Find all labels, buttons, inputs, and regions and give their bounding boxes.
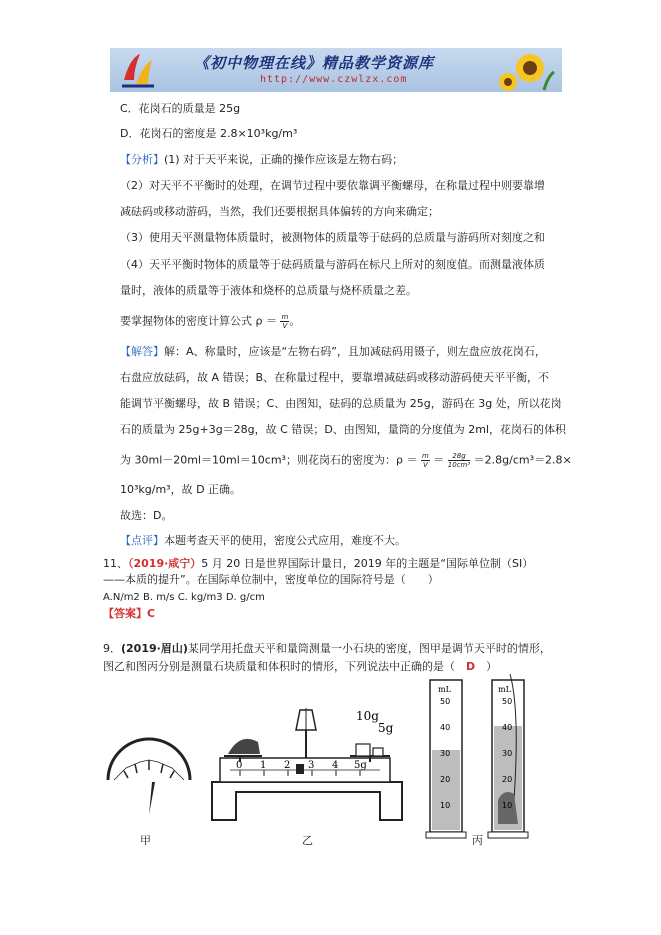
measuring-cylinder-left: [426, 680, 466, 838]
q9-text-1: 某同学用托盘天平和量筒测量一小石块的密度，图甲是调节天平时的情形，: [187, 642, 551, 655]
cylinder-right-tick-40: 40: [502, 723, 513, 732]
option-d: D．花岗石的密度是 2.8×10³kg/m³: [120, 127, 298, 140]
weight-label-5g: 5g: [378, 721, 394, 735]
comment-line: [120, 534, 406, 548]
q11-options: A.N/m2 B. m/s C. kg/m3 D. g/cm: [103, 592, 265, 603]
logo-icon: [118, 50, 158, 90]
comment-tag: 【点评】: [120, 534, 164, 547]
solution-text-5b: ＝: [429, 453, 448, 467]
density-fraction: [280, 313, 289, 330]
fraction-1-denominator: V: [422, 461, 428, 469]
q9-text-2: 图乙和图丙分别是测量石块质量和体积时的情形，下列说法中正确的是（: [103, 660, 466, 673]
solution-line-6: 10³kg/m³，故 D 正确。: [120, 483, 242, 496]
balance-cylinder-figure: [100, 670, 560, 850]
q11-number: 11、: [103, 557, 128, 570]
ruler-tick-4: 4: [332, 760, 339, 771]
solution-tag: 【解答】: [120, 345, 164, 358]
analysis-line-1: [120, 153, 403, 167]
weight-label-10g: 10g: [356, 709, 379, 723]
fraction-2-numerator: 28g: [448, 452, 470, 461]
cylinder-tick-40: 40: [440, 723, 451, 732]
cylinder-tick-30: 30: [440, 749, 451, 758]
density-fraction-1: [421, 452, 430, 469]
q9-source: (2019·眉山): [121, 642, 188, 655]
analysis-text-1: (1) 对于天平来说，正确的操作应该是左物右码；: [164, 153, 404, 166]
q11-source: （2019·咸宁）: [128, 557, 202, 570]
solution-text-5a: 为 30ml－20ml＝10ml＝10cm³；则花岗石的密度为：ρ ＝: [120, 453, 421, 467]
q9-line-1: [103, 642, 551, 656]
dial-gauge-icon: [108, 739, 190, 815]
sunflower-icon: [496, 48, 556, 92]
density-formula-line: [120, 313, 300, 330]
q11-line-1: [103, 557, 533, 571]
solution-line-7: 故选：D。: [120, 509, 173, 522]
solution-line-1: [120, 345, 546, 359]
option-c: C．花岗石的质量是 25g: [120, 102, 241, 115]
cylinder-unit: mL: [438, 685, 451, 694]
ruler-tick-5: 5g: [354, 760, 367, 771]
q9-number: 9．: [103, 642, 121, 655]
fraction-denominator: V: [282, 322, 288, 330]
cylinder-right-tick-30: 30: [502, 749, 513, 758]
figure-label-jia: 甲: [140, 834, 151, 847]
analysis-line-6: 量时，液体的质量等于液体和烧杯的总质量与烧杯质量之差。: [120, 284, 417, 297]
analysis-line-4: （3）使用天平测量物体质量时，被测物体的质量等于砝码的总质量与游码所对刻度之和: [120, 231, 545, 244]
q11-answer-tag: 【答案】: [103, 607, 147, 620]
solution-line-2: 右盘应放砝码，故 A 错误；B、在称量过程中，要靠增减砝码或移动游码使天平平衡，不: [120, 371, 550, 384]
analysis-line-2: （2）对天平不平衡时的处理，在调节过程中要依靠调平衡螺母，在称量过程中则要靠增: [120, 179, 545, 192]
fraction-1-numerator: m: [421, 452, 429, 460]
density-fraction-2: [448, 452, 470, 469]
cylinder-right-tick-50: 50: [502, 697, 513, 706]
cylinder-tick-50: 50: [440, 697, 451, 706]
q11-answer-line: [103, 607, 155, 621]
q11-answer: C: [147, 607, 156, 620]
solution-text-1: 解：A、称量时，应该是“左物右码”，且加减砝码用镊子，则左盘应放花岗石，: [164, 345, 546, 358]
q11-text-1: 5 月 20 日是世界国际计量日，2019 年的主题是“国际单位制（SI）: [201, 557, 534, 570]
solution-line-4: 石的质量为 25g+3g＝28g，故 C 错误；D、由图知，量筒的分度值为 2ml，花岗石的体积: [120, 423, 567, 436]
ruler-tick-3: 3: [308, 760, 315, 771]
formula-end: 。: [289, 314, 301, 328]
cylinder-right-tick-10: 10: [502, 801, 513, 810]
ruler-tick-1: 1: [260, 760, 267, 771]
q11-line-2: ——本质的提升”。在国际单位制中，密度单位的国际符号是（ ）: [103, 573, 439, 586]
banner-url: http://www.czwlzx.com: [260, 74, 408, 85]
ruler-tick-0: 0: [236, 760, 243, 771]
stone-shape: [228, 739, 260, 754]
comment-text: 本题考查天平的使用，密度公式应用，难度不大。: [164, 534, 406, 547]
cylinder-tick-20: 20: [440, 775, 451, 784]
analysis-tag: 【分析】: [120, 153, 164, 166]
solution-text-5c: ＝2.8g/cm³＝2.8×: [470, 453, 572, 467]
solution-line-5: [120, 452, 572, 469]
ruler-tick-2: 2: [284, 760, 291, 771]
analysis-line-5: （4）天平平衡时物体的质量等于砝码质量与游码在标尺上所对的刻度值。而测量液体质: [120, 258, 545, 271]
figure-drawing: [100, 670, 560, 850]
banner-title: 《初中物理在线》精品教学资源库: [194, 54, 435, 72]
fraction-numerator: m: [281, 313, 289, 321]
q9-text-2-end: ）: [475, 660, 498, 673]
analysis-line-3: 减砝码或移动游码，当然，我们还要根据具体偏转的方向来确定；: [120, 205, 439, 218]
figure-label-bing: 丙: [472, 834, 483, 847]
figure-label-yi: 乙: [302, 834, 313, 847]
solution-line-3: 能调节平衡螺母，故 B 错误；C、由图知，砝码的总质量为 25g，游码在 3g 处，所以花岗: [120, 397, 562, 410]
cylinder-tick-10: 10: [440, 801, 451, 810]
balance-icon: [212, 708, 402, 820]
q9-answer: D: [466, 660, 476, 673]
header-banner: [110, 48, 562, 92]
cylinder-right-tick-20: 20: [502, 775, 513, 784]
measuring-cylinder-right: [488, 674, 528, 838]
cylinder-right-unit: mL: [498, 685, 511, 694]
fraction-2-denominator: 10cm³: [447, 461, 471, 469]
rider-weight: [296, 764, 304, 774]
formula-text: 要掌握物体的密度计算公式 ρ ＝: [120, 314, 281, 328]
